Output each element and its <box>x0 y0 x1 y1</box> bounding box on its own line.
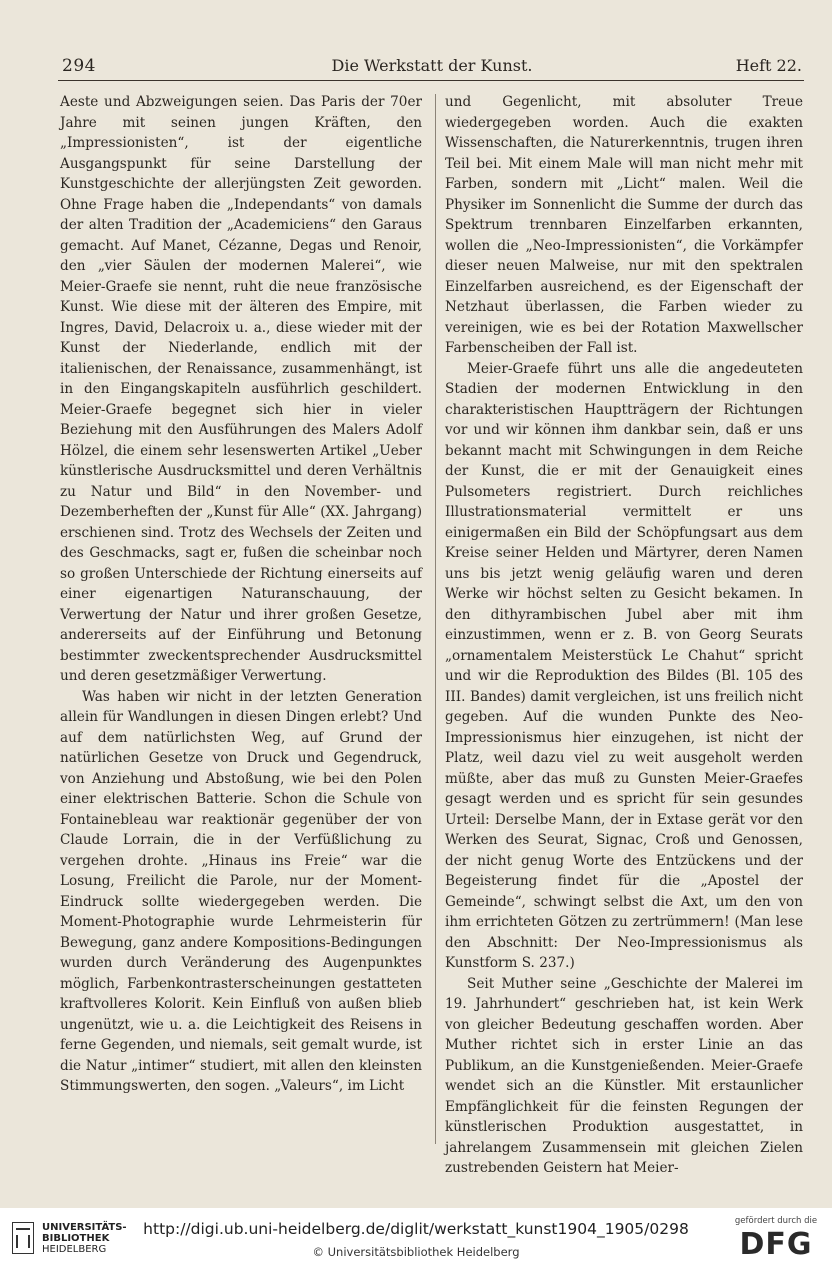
copyright-notice: © Universitätsbibliothek Heidelberg <box>312 1245 520 1259</box>
paragraph: Seit Muther seine „Geschichte der Malerei im 19. Jahrhundert“ geschrieben hat, ist kein Werk von gleicher Bedeutung geschaffen worden. Aber Muther richtet sich in erster Linie an das Publikum, an die Kunstgenießenden. Meier-Graefe wendet sich an die Künstler. Mit erstaunlicher Empfänglichkeit für die feinsten Regungen der künstlerischen Produktion ausgestattet, in jahrelangem Zusammensein mit gleichen Zielen zustrebenden Geistern hat Meier- <box>445 975 803 1176</box>
funding-caption: gefördert durch die <box>734 1216 818 1226</box>
running-title: Die Werkstatt der Kunst. <box>331 56 533 75</box>
header-rule <box>58 80 804 81</box>
paragraph: Meier-Graefe führt uns alle die angedeuteten Stadien der modernen Entwicklung in den charakteristischen Hauptträgern der Richtungen vor und wir können ihm dankbar sein, daß er uns bekannt macht mit Schwingungen in dem Reiche der Kunst, die er mit der Genauigkeit eines Pulsometers registriert. Durch reichliches Illustrationsmaterial vermittelt er uns einigermaßen ein Bild der Schöpfungsart aus dem Kreise seiner Helden und Märtyrer, deren Namen uns bis jetzt wenig geläufig waren und deren Werke wir höchst selten zu Gesicht bekamen. In den dithyrambischen Jubel aber mit ihm einzustimmen, wenn er z. B. von Georg Seurats „ornamentalem Meisterstück Le Chahut“ spricht und wir die Reproduktion des Bildes (Bl. 105 des III. Bandes) damit vergleichen, ist uns freilich nicht gegeben. Auf die wunden Punkte des Neo-Impressionismus hier einzugehen, ist nicht der Platz, weil dazu viel zu weit ausgeholt werden müßte, aber das muß zu Gunsten Meier-Graefes gesagt werden und es spricht für sein gesundes Urteil: Derselbe Mann, der in Extase gerät vor den Werken des Seurat, Signac, Croß und Genossen, der nicht genug Worte des Entzückens und der Begeisterung findet für die „Apostel der Gemeinde“, schwingt selbst die Axt, um den von ihm errichteten Götzen zu zertrümmern! (Man lese den Abschnitt: Der Neo-Impressionismus als Kunstform S. 237.) <box>445 360 803 971</box>
viewer-footer <box>0 1208 832 1271</box>
paragraph: Was haben wir nicht in der letzten Generation allein für Wandlungen in diesen Dingen erlebt? Und auf dem natürlichsten Weg, auf Grund der natürlichen Gesetze von Druck und Gegendruck, von Anziehung und Abstoßung, wie bei den Polen einer elektrischen Batterie. Schon die Schule von Fontainebleau war reaktionär gegenüber der von Claude Lorrain, die in der Verfüßlichung zu vergehen drohte. „Hinaus ins Freie“ war die Losung, Freilicht die Parole, nur der Moment-Eindruck sollte wiedergegeben werden. Die Moment-Photographie wurde Lehrmeisterin für Bewegung, ganz andere Kompositions-Bedingungen wurden durch Veränderung des Augenpunktes möglich, Farbenkontrasterscheinungen gestatteten kraftvolleres Kolorit. Kein Einfluß von außen blieb ungenützt, wie u. a. die Leichtigkeit des Reisens in ferne Gegenden, und niemals, seit gemalt wurde, ist die Natur „intimer“ studiert, mit allen den kleinsten Stimmungswerten, den sogen. „Valeurs“, im Licht <box>60 688 422 1094</box>
right-column <box>445 92 803 1179</box>
paragraph: Aeste und Abzweigungen seien. Das Paris der 70er Jahre mit seinen jungen Kräften, den „Impressionisten“, ist der eigentliche Ausgangspunkt für seine Darstellung der Kunstgeschichte der allerjüngsten Zeit geworden. Ohne Frage haben die „Independants“ von damals der alten Tradition der „Academiciens“ den Garaus gemacht. Auf Manet, Cézanne, Degas und Renoir, den „vier Säulen der modernen Malerei“, wie Meier-Graefe sie nennt, ruht die neue französische Kunst. Wie diese mit der älteren des Empire, mit Ingres, David, Delacroix u. a., diese wieder mit der Kunst der Niederlande, endlich mit der italienischen, der Renaissance, zusammenhängt, ist in den Eingangskapiteln ausführlich geschildert. Meier-Graefe begegnet sich hier in vieler Beziehung mit den Ausführungen des Malers Adolf Hölzel, die einem sehr lesenswerten Artikel „Ueber künstlerische Ausdrucksmittel und deren Verhältnis zu Natur und Bild“ in den November- und Dezemberheften der „Kunst für Alle“ (XX. Jahrgang) erschienen sind. Trotz des Wechsels der Zeiten und des Geschmacks, sagt er, fußen die scheinbar noch so großen Unterschiede der Richtung einerseits auf einer eigenartigen Naturanschauung, der Verwertung der Natur und ihrer großen Gesetze, andererseits auf der Einführung und Betonung bestimmter zweckentsprechender Ausdrucksmittel und deren gesetzmäßiger Verwertung. <box>60 94 422 684</box>
permalink-url[interactable]: http://digi.ub.uni-heidelberg.de/diglit/werkstatt_kunst1904_1905/0298 <box>143 1220 689 1238</box>
paragraph: und Gegenlicht, mit absoluter Treue wiedergegeben worden. Auch die exakten Wissenschaften, die Naturerkenntnis, trugen ihren Teil bei. Mit einem Male will man nicht mehr mit Farben, sondern mit „Licht“ malen. Weil die Physiker im Sonnenlicht die Summe der durch das Spektrum trennbaren Einzelfarben erkannten, wollen die „Neo-Impressionisten“, die Vorkämpfer dieser neuen Malweise, nur mit den spektralen Einzelfarben ausreichend, es der Eigenschaft der Netzhaut überlassen, die Farben wieder zu vereinigen, wie es bei der Rotation Maxwellscher Farbenscheiben der Fall ist. <box>445 94 803 356</box>
issue-number: Heft 22. <box>735 56 802 75</box>
institution-name: UNIVERSITÄTS- BIBLIOTHEK HEIDELBERG <box>42 1222 127 1255</box>
running-header <box>62 50 802 80</box>
dfg-logo: DFG <box>739 1227 813 1262</box>
left-column <box>60 92 422 1097</box>
column-divider <box>435 94 436 1144</box>
page-number: 294 <box>62 56 96 76</box>
